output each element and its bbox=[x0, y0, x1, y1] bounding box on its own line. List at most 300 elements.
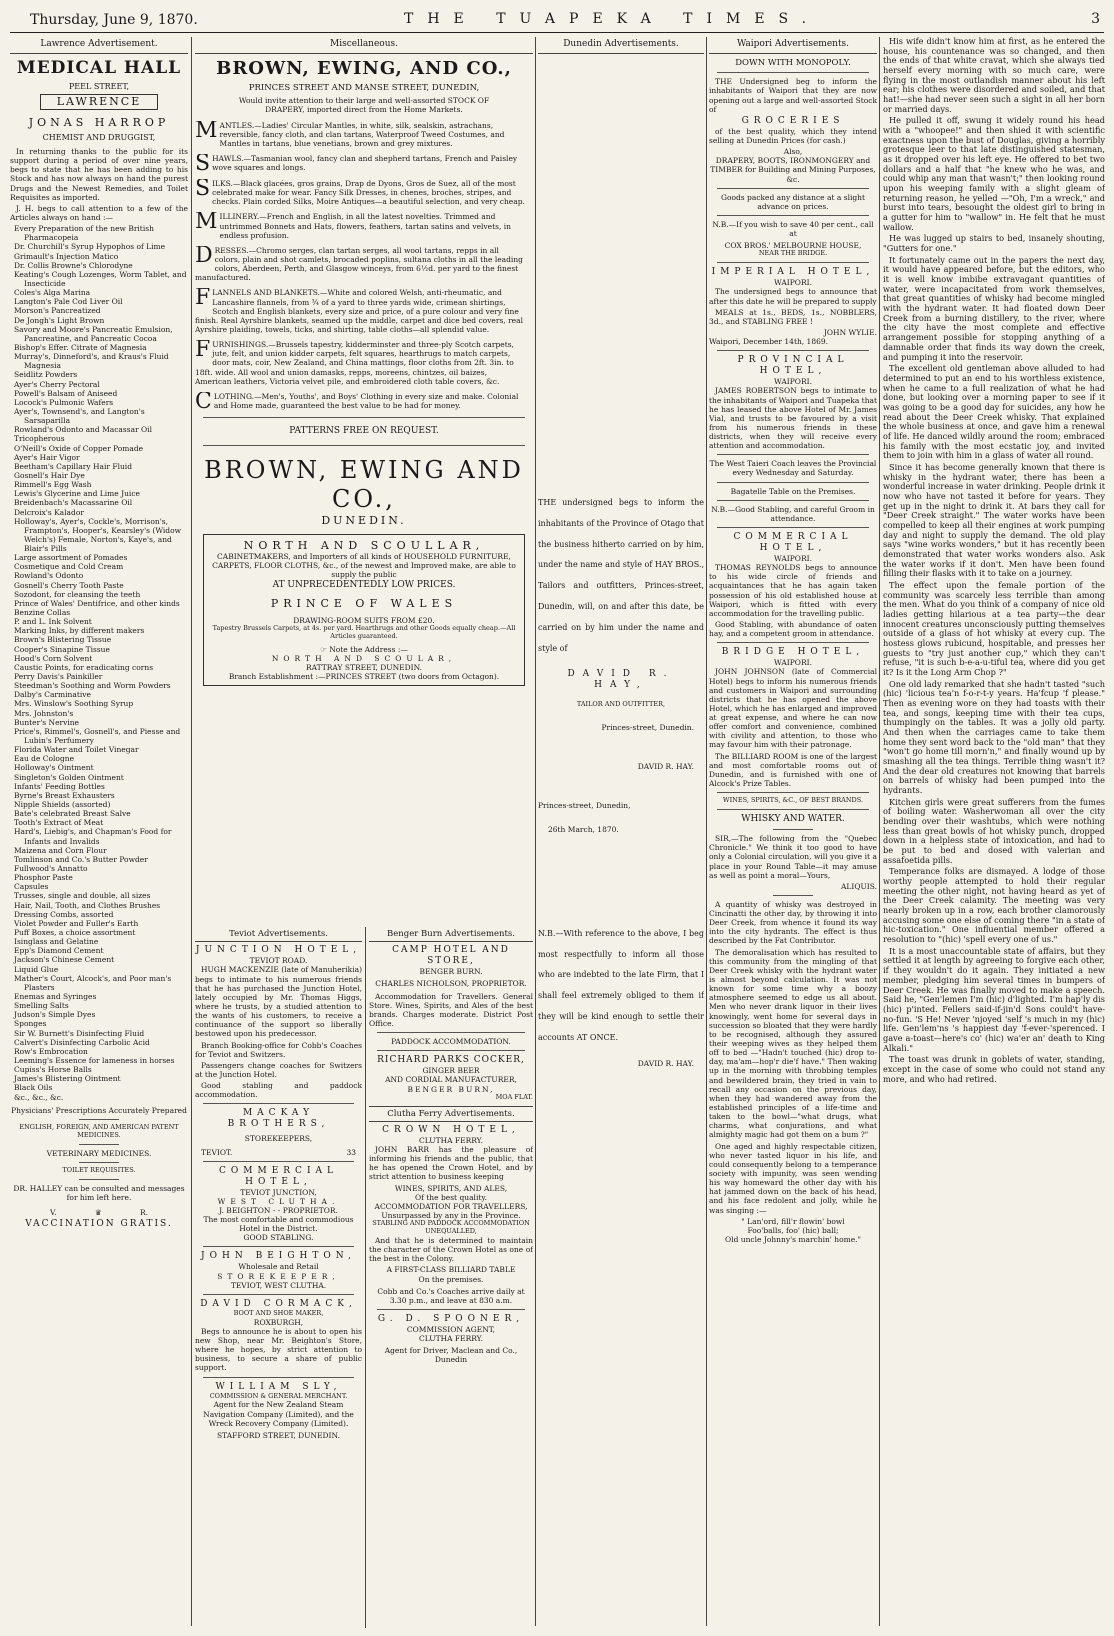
drapery-section-text: URNISHINGS.—Brussels tapestry, kidderminster and three-ply Scotch carpets, jute, felt, and union kidder carpets, felt squares, hearthrugs to match carpets, door mats, coir, New Zealand, and China mattings, floor cloths from 2ft. 3in. to 18ft. wide. All wool and union damasks, repps, moreens, chintzes, oil baizes, American leathers, Victoria velvet pile, and embroidered cloth table covers, &c. bbox=[195, 340, 514, 386]
divider bbox=[773, 829, 813, 830]
drapery-section-text: LOTHING.—Men's, Youths', and Boys' Clothing in every size and make. Colonial and Home made, guaranteed the best value to be had for money. bbox=[213, 391, 519, 410]
medicine-list bbox=[10, 224, 188, 1102]
divider bbox=[717, 642, 869, 643]
commercial-teviot-stab: GOOD STABLING. bbox=[243, 1233, 314, 1243]
medicine-list-item: Dalby's Carminative bbox=[14, 690, 91, 700]
medicine-list-item: Bishop's Effer. Citrate of Magnesia bbox=[14, 342, 147, 352]
drapery-section-text: ILLINERY.—French and English, in all the latest novelties. Trimmed and untrimmed Bonnets and Hats, flowers, feathers, tartan satins and velvets, in endless profusion. bbox=[219, 212, 511, 240]
commercial-waipori-stab: Good Stabling, with abundance of oaten hay, and a competent groom in attendance. bbox=[709, 619, 877, 639]
spooner-agent: Agent for Driver, Maclean and Co., Dunedin bbox=[384, 1346, 518, 1365]
cocker-sub2: AND CORDIAL MANUFACTURER, bbox=[385, 1075, 517, 1085]
medicine-list-item: Judson's Simple Dyes bbox=[14, 1010, 96, 1020]
drapery-sections bbox=[195, 121, 533, 411]
medicine-list-item: Sponges bbox=[14, 1019, 47, 1029]
divider bbox=[203, 1246, 354, 1247]
divider bbox=[717, 482, 869, 483]
medicine-list-item: Locock's Pulmonic Wafers bbox=[14, 397, 114, 407]
medicine-list-item: Hood's Corn Solvent bbox=[14, 653, 93, 663]
cocker-flat: MOA FLAT. bbox=[495, 1092, 533, 1101]
medicine-list-item: Holloway's, Ayer's, Cockle's, Morrison's, Frampton's, Hooper's, Kearsley's (Widow Welch's) Female, Norton's, Kaye's, and Blair's Pills bbox=[14, 516, 182, 554]
medicine-list-item: Rowland's Odonto and Macassar Oil bbox=[14, 425, 152, 435]
crown-hotel-title: CROWN HOTEL, bbox=[382, 1124, 520, 1135]
medicine-list-item: Rowland's Odonto bbox=[14, 571, 84, 581]
medicine-list-item: De Jongh's Light Brown bbox=[14, 315, 105, 325]
brown-ewing-address: PRINCES STREET AND MANSE STREET, DUNEDIN, bbox=[248, 82, 480, 93]
crest-icon: ♛ bbox=[94, 1207, 102, 1217]
vaccination-line: VACCINATION GRATIS. bbox=[25, 1219, 173, 1230]
medicine-list-item: Violet Powder and Fuller's Earth bbox=[14, 918, 139, 928]
divider bbox=[79, 1144, 119, 1145]
divider bbox=[717, 262, 869, 263]
cormack-text: Begs to announce he is about to open his new Shop, near Mr. Beighton's Store, where he hopes, by strict attention to business, to secure a share of public support. bbox=[195, 1326, 362, 1373]
blank-space bbox=[538, 834, 704, 924]
medicine-list-item: P. and L. Ink Solvent bbox=[14, 617, 92, 627]
whisky-letter: SIR,—The following from the "Quebec Chronicle." We think it too good to have only a Colonial circulation, will you give it a place in your Round Table—it may amuse as well as point a moral—Yours, bbox=[709, 834, 877, 880]
imperial-title: IMPERIAL HOTEL, bbox=[711, 267, 875, 278]
whisky-verse-1: " Lan'ord, fill'r flowin' bowl bbox=[741, 1216, 845, 1226]
vr-right: R. bbox=[139, 1207, 148, 1217]
medicine-list-item: Price's, Rimmel's, Gosnell's, and Piesse and Lubin's Perfumery bbox=[14, 726, 181, 746]
provincial-coach: The West Taieri Coach leaves the Provincial every Wednesday and Saturday. bbox=[709, 459, 877, 478]
column-divider bbox=[191, 37, 192, 1626]
commercial-teviot-text: The most comfortable and commodious Hotel in the District. bbox=[203, 1215, 354, 1234]
ns-branch: Branch Establishment :—PRINCES STREET (two doors from Octagon). bbox=[228, 672, 500, 682]
section-header: Benger Burn Advertisements. bbox=[369, 927, 533, 942]
brown-ewing-intro: Would invite attention to their large and well-assorted STOCK OF DRAPERY, imported direct from the Home Markets. bbox=[238, 96, 490, 115]
mackay-place-row bbox=[195, 1148, 362, 1157]
medicine-list-item: Mather's Court, Alcock's, and Poor man's Plasters bbox=[14, 973, 172, 992]
commercial-teviot-prop: J. BEIGHTON - - PROPRIETOR. bbox=[219, 1205, 338, 1215]
sly-text: Agent for the New Zealand Steam Navigation Company (Limited), and the Wreck Recovery Company (Limited). bbox=[203, 1400, 354, 1428]
junction-passengers: Passengers change coaches for Switzers at the Junction Hotel. bbox=[195, 1060, 362, 1080]
spooner-place: CLUTHA FERRY. bbox=[418, 1334, 484, 1344]
column-waipori bbox=[709, 37, 877, 1628]
bridge-hotel-title: BRIDGE HOTEL, bbox=[721, 647, 865, 658]
medicine-list-item: Marking Inks, by different makers bbox=[14, 626, 145, 636]
provincial-text: JAMES ROBERTSON begs to intimate to the inhabitants of Waipori and Tuapeka that he has leased the above Hotel of Mr. James Vial, and trusts to be favoured by a visit from his numerous friends in these districts, when they will receive every attention and accommodation. bbox=[709, 386, 877, 451]
sly-title: WILLIAM SLY, bbox=[215, 1381, 342, 1392]
drapery-section-text: LANNELS AND BLANKETS.—White and colored Welsh, anti-rheumatic, and Lancashire flannels, from ¾ of a yard to three yards wide, crimean shirtings, Scotch and English blankets, every size and price, of a pure colour and very fine finish. Real Ayrshire blankets, seamed up the middle, carpet and dice bed covers, real Ayrshire plaiding, towels, ticks, and shirting, table cloths—all splendid value. bbox=[195, 288, 523, 334]
spooner-title: G. D. SPOONER, bbox=[377, 1314, 525, 1325]
hay-street: Princes-street, Dunedin. bbox=[601, 723, 694, 733]
drop-capital: F bbox=[195, 288, 211, 311]
crown-wines: WINES, SPIRITS, AND ALES, bbox=[394, 1183, 508, 1193]
divider bbox=[377, 1309, 525, 1310]
story-paragraph: He was lugged up stairs to bed, insanely shouting, "Gutters for one." bbox=[883, 233, 1105, 254]
medicine-list-item: Ayer's Hair Vigor bbox=[14, 452, 80, 462]
veterinary: VETERINARY MEDICINES. bbox=[46, 1148, 152, 1158]
medicine-list-item: Steedman's Soothing and Worm Powders bbox=[14, 681, 171, 691]
divider bbox=[717, 500, 869, 501]
junction-hotel-sub: TEVIOT ROAD. bbox=[249, 956, 308, 966]
medicine-list-item: Bate's celebrated Breast Salve bbox=[14, 809, 131, 819]
medicine-list-item: Tomlinson and Co.'s Butter Powder bbox=[14, 854, 148, 864]
medicine-list-item: Nipple Shields (assorted) bbox=[14, 800, 111, 809]
junction-booking: Branch Booking-office for Cobb's Coaches for Teviot and Switzers. bbox=[195, 1040, 362, 1059]
patent-medicines: ENGLISH, FOREIGN, AND AMERICAN PATENT MEDICINES. bbox=[19, 1122, 179, 1139]
medicine-list-item: Gosnell's Hair Dye bbox=[14, 470, 85, 480]
whisky-signed: ALIQUIS. bbox=[840, 881, 877, 891]
crown-stab: STABLING AND PADDOCK ACCOMMODATION UNEQUALLED, bbox=[372, 1219, 530, 1236]
whisky-para-2: The demoralisation which has resulted to this community from the mingling of that Deer Creek whisky with the hydrant water is almost beyond calculation. It was not known for some time why a boozy atmosphere seemed to edge us all about. Men who never drank liquor in their lives knowingly, went home for several days in succession so bloated that they were hardly to be recognised, although they assured their weeping wives as they helped them off to bed —"Hadn't touched (hic) drop to-day, ma'am—hop'r die'f have." Then waking up in the morning with throbbing temples and bewildered brain, they tried in vain to recall any occasion on the previous day, when they had wandered away from the established principles of a life-time and taken to the bowl—"what drugs, what charms, what conjurations, and what almighty magic had got them on a bum ?" bbox=[709, 947, 877, 1140]
section-header: Miscellaneous. bbox=[195, 37, 533, 54]
ns-note bbox=[208, 645, 520, 654]
hay-notice: THE undersigned begs to inform the inhabitants of the Province of Otago that the business hitherto carried on by him, under the name and style of HAY BROS., Tailors and outfitters, Princes-street, Dunedin, will, on and after this date, be carried on by him under the name and style of bbox=[538, 497, 704, 653]
cormack-title: DAVID CORMACK, bbox=[200, 1298, 357, 1309]
crown-premises: On the premises. bbox=[418, 1274, 484, 1284]
medicine-list-item: Tricopherous bbox=[14, 434, 65, 444]
cocker-title: RICHARD PARKS COCKER, bbox=[377, 1055, 525, 1066]
column-miscellaneous bbox=[195, 37, 533, 1628]
hay-date: 26th March, 1870. bbox=[548, 824, 619, 834]
divider bbox=[203, 445, 525, 446]
medicine-list-item: Grimault's Injection Matico bbox=[14, 251, 119, 261]
commercial-waipori-place: WAIPORI. bbox=[774, 553, 812, 563]
medicine-list-item: Jackson's Chinese Cement bbox=[14, 955, 115, 965]
divider bbox=[717, 350, 869, 351]
cormack-place: ROXBURGH, bbox=[253, 1317, 304, 1327]
junction-hotel-text: HUGH MACKENZIE (late of Manuherikia) begs to intimate to his numerous friends that he has purchased the Junction Hotel, lately occupied by Mr. Thomas Higgs, where he trusts, by a studied attention to the wants of his customers, to receive a continuance of the support so liberally bestowed upon his predecessor. bbox=[195, 965, 362, 1039]
whisky-para-1: A quantity of whisky was destroyed in Cincinatti the other day, by throwing it into Deer Creek, from whence it found its way into the city hydrants. The effect is thus described by the Fat Contributor. bbox=[709, 899, 877, 946]
crown-unsurpassed: Unsurpassed by any in the Province. bbox=[381, 1211, 521, 1221]
junction-stabling: Good stabling and paddock accommodation. bbox=[195, 1081, 362, 1100]
medicine-list-item: Every Preparation of the new British Pharmacopeia bbox=[14, 224, 154, 243]
cormack-sub: BOOT AND SHOE MAKER, bbox=[233, 1308, 324, 1317]
medicine-list-item: Savory and Moore's Pancreatic Emulsion, Pancreatine, and Pancreatic Cocoa bbox=[14, 324, 173, 343]
divider bbox=[79, 1119, 119, 1120]
ns-tapestry: Tapestry Brussels Carpets, at 4s. per yard. Hearthrugs and other Goods equally cheap.—All Articles guaranteed. bbox=[212, 624, 516, 640]
medicine-list-item: Liquid Glue bbox=[14, 964, 59, 974]
story-paragraph: His wife didn't know him at first, as he entered the house, his countenance was so changed, and then the ends of that white cravat, which she always tied herself every morning with so much care, were flying in the most outlandish manner about his left ear; his clothes were disordered and soiled, and that hat!—she had never seen such a sight in all her born or married days. bbox=[883, 37, 1105, 114]
imperial-meals: MEALS at 1s., BEDS, 1s., NOBBLERS, 3d., and STABLING FREE ! bbox=[709, 307, 877, 326]
column-divider bbox=[365, 927, 366, 1628]
medicine-list-item: Tooth's Extract of Meat bbox=[14, 818, 104, 828]
toilet-requisites: TOILET REQUISITES. bbox=[62, 1165, 136, 1174]
medicine-list-item: Maizena and Corn Flour bbox=[14, 845, 107, 855]
medicine-list-item: Ayer's Cherry Pectoral bbox=[14, 379, 100, 389]
bridge-hotel-text: JOHN JOHNSON (late of Commercial Hotel) begs to inform his numerous friends and customers in Waipori and surrounding districts that he has opened the above Hotel, which he has enlarged and improved at great expense, and where he can now offer comfort and convenience, combined with civility and attention, to those who may favour him with their patronage. bbox=[709, 667, 877, 750]
medicine-list-item: Puff Boxes, a choice assortment bbox=[14, 927, 136, 937]
whisky-title: WHISKY AND WATER. bbox=[741, 814, 845, 825]
camp-paddock: PADDOCK ACCOMMODATION. bbox=[391, 1037, 511, 1047]
divider bbox=[377, 1050, 525, 1051]
ns-title: NORTH AND SCOULLAR, bbox=[243, 538, 485, 552]
cox-drapery: DRAPERY, BOOTS, IRONMONGERY and TIMBER for Building and Mining Purposes, &c. bbox=[710, 156, 876, 184]
medicine-list-item: Dressing Combs, assorted bbox=[14, 909, 114, 919]
bridge-hotel-wines: WINES, SPIRITS, &C., OF BEST BRANDS. bbox=[722, 796, 864, 805]
divider bbox=[717, 809, 869, 810]
medicine-list-item: Rimmell's Egg Wash bbox=[14, 480, 92, 490]
drop-capital: S bbox=[195, 153, 211, 173]
proprietor-name: JONAS HARROP bbox=[28, 115, 170, 129]
medicine-list-item: Large assortment of Pomades bbox=[14, 553, 128, 563]
medicine-list-item: Benzine Collas bbox=[14, 608, 71, 618]
medicine-list-item: Mrs. Winslow's Soothing Syrup bbox=[14, 699, 134, 709]
cox-goods: Goods packed any distance at a slight advance on prices. bbox=[720, 192, 866, 211]
medicine-list-item: Sir W. Burnett's Disinfecting Fluid bbox=[14, 1028, 145, 1038]
medicine-list-item: Enemas and Syringes bbox=[14, 991, 97, 1001]
divider bbox=[717, 188, 869, 189]
cox-also: Also, bbox=[783, 147, 803, 157]
divider bbox=[203, 1161, 354, 1162]
drapery-section bbox=[195, 179, 525, 206]
pointing-hand-icon: ☞ bbox=[320, 644, 330, 654]
medicine-list-item: Isinglass and Gelatine bbox=[14, 937, 99, 947]
divider bbox=[203, 417, 525, 418]
brown-ewing-town: DUNEDIN. bbox=[321, 514, 407, 528]
hay-sig-2: DAVID R. HAY. bbox=[637, 1058, 694, 1068]
beighton-sub: Wholesale and Retail bbox=[238, 1262, 319, 1272]
medicine-list-item: Holloway's Ointment bbox=[14, 763, 94, 773]
hay-place: Princes-street, Dunedin, bbox=[538, 801, 631, 811]
column-divider bbox=[706, 37, 707, 1626]
beighton-place: TEVIOT, WEST CLUTHA. bbox=[230, 1280, 327, 1290]
medical-hall-intro: In returning thanks to the public for its support during a period of over nine years, begs to state that he has been adding to his Stock and has now always on hand the purest Drugs and the Newest Remedies, and Toilet Requisites as imported. bbox=[10, 147, 188, 202]
medicine-list-item: Row's Embrocation bbox=[14, 1046, 88, 1056]
column-divider bbox=[535, 37, 536, 1626]
divider bbox=[203, 1294, 354, 1295]
ns-desc: CABINETMAKERS, and Importers of all kinds of HOUSEHOLD FURNITURE, CARPETS, FLOOR CLOTHS, &c., of the newest and Improved make, are able to supply the public bbox=[212, 552, 516, 580]
column-dunedin bbox=[538, 37, 704, 1628]
medicine-list-item: Breidenbach's Macassarine Oil bbox=[14, 498, 133, 508]
issue-date: Thursday, June 9, 1870. bbox=[30, 12, 198, 28]
divider bbox=[717, 215, 869, 216]
provincial-bagatelle: Bagatelle Table on the Premises. bbox=[730, 486, 856, 496]
drapery-section bbox=[195, 288, 525, 334]
camp-hotel-sub: BENGER BURN. bbox=[419, 967, 483, 977]
medicine-list-item: Mrs. Johnston's bbox=[14, 708, 74, 718]
drapery-section bbox=[195, 246, 525, 283]
commercial-waipori-text: THOMAS REYNOLDS begs to announce to his wide circle of friends and acquaintances that he has again taken possession of his old established house at Waipori, which is fitted with every accommodation for the travelling public. bbox=[709, 563, 877, 618]
commercial-teviot-sub: TEVIOT JUNCTION, bbox=[240, 1187, 317, 1197]
cocker-place: BENGER BURN, bbox=[407, 1084, 495, 1094]
page-number: 3 bbox=[1091, 11, 1100, 27]
medicine-list-item: Florida Water and Toilet Vinegar bbox=[14, 745, 139, 755]
commercial-teviot-title: COMMERCIAL HOTEL, bbox=[219, 1165, 338, 1187]
drop-capital: M bbox=[195, 212, 218, 235]
ns-rattray: RATTRAY STREET, DUNEDIN. bbox=[305, 663, 423, 673]
camp-hotel-prop: CHARLES NICHOLSON, PROPRIETOR. bbox=[375, 979, 527, 989]
story-paragraph: Kitchen girls were great sufferers from the fumes of boiling water. Washerwoman all over the city bending over their washtubs, which were nothing less than great bowls of hot whisky punch, dropped down in a helpless state of intoxication, and had to be put to bed and dosed with valerian and assafoetida pills. bbox=[883, 796, 1105, 865]
drapery-section bbox=[195, 121, 525, 148]
divider bbox=[717, 792, 869, 793]
cox-nb: N.B.—If you wish to save 40 per cent., call at bbox=[712, 219, 874, 239]
drapery-section bbox=[195, 154, 525, 173]
drapery-section-text: RESSES.—Chromo serges, clan tartan serges, all wool tartans, repps in all colors, plain and shot camlets, brocaded poplins, sultana cloths in all the leading colors, Aberdeen, Perth, and Glasgow winceys, from 6½d. per yard to the finest manufactured. bbox=[195, 245, 523, 283]
hay-name: DAVID R. HAY, bbox=[567, 669, 675, 691]
medicine-list-item: Ayer's, Townsend's, and Langton's Sarsaparilla bbox=[14, 406, 145, 426]
drapery-section-text: ILKS.—Black glacées, gros grains, Drap de Dyons, Gros de Suez, all of the most celebrated make for wear. Fancy Silk Dresses, in chenes, broches, stripes, and checks. Plain corded Silks, Moire Antiques—a beautiful selection, and very cheap. bbox=[212, 178, 525, 207]
drapery-section bbox=[195, 340, 525, 386]
provincial-nb: N.B.—Good Stabling, and careful Groom in attendance. bbox=[711, 504, 875, 523]
ns-suits: DRAWING-ROOM SUITS FROM £20. bbox=[293, 615, 435, 625]
medicine-list-item: Dr. Collis Browne's Chlorodyne bbox=[14, 260, 133, 270]
mackay-place: TEVIOT. bbox=[201, 1147, 233, 1157]
story-paragraph: The excellent old gentleman above alluded to had determined to put an end to his worthless existence, when he came to a full realization of what he had done, but looking over a morning paper to see if it was going to be a good day for suicides, any how he read about the Deer Creek whisky. That explained the whole business at once, and gave him a renewal of life. He danced wildly around the room; embraced his family with the most ecstatic joy, and invited them to join with him in a glass of water all round. bbox=[883, 363, 1105, 461]
drop-capital: S bbox=[195, 178, 211, 201]
imperial-sig: JOHN WYLIE. bbox=[823, 328, 877, 337]
ns-title-2: NORTH AND SCOULAR, bbox=[271, 654, 457, 664]
cox-bridge: NEAR THE BRIDGE. bbox=[758, 249, 828, 258]
drop-capital: D bbox=[195, 245, 213, 268]
medicine-list-item: Hard's, Liebig's, and Chapman's Food for Infants and Invalids bbox=[14, 827, 172, 846]
section-header: Lawrence Advertisement. bbox=[10, 37, 188, 54]
story-paragraph: One old lady remarked that she hadn't tasted "such (hic) 'licious tea'n f-o-r-t-y years. Ha'fcup 'f please." Then as evening wore on they had toasts with their tea, and songs, keeping time with their tea cups, thumpingly on the tables. It was a jolly old party. And then when the carriages came to take them home they sent word back to the "old man" that they "won't go home till morn'n," and finally wound up by smashing all the tea things. Terrible thing wasn't it? And the dear old creatures not knowing that barrels on barrels of whisky had been pumped into the hydrants. bbox=[883, 678, 1105, 796]
medicine-list-item: Gosnell's Cherry Tooth Paste bbox=[14, 580, 124, 590]
beighton-store: STOREKEEPER, bbox=[217, 1271, 340, 1281]
medicine-list-item: Byrne's Breast Exhausters bbox=[14, 790, 115, 800]
section-header: Teviot Advertisements. bbox=[195, 927, 362, 942]
story-paragraph: Temperance folks are dismayed. A lodge of those worthy people attempted to hold their regular meeting the other night, not having heard as yet of the Deer Creek calamity. The meeting was very nearly broken up in a row, each brother clamorously accusing some one else of coming there "in a state of hic-toxication." One influential member offered a resolution to "(hic) 'spell every one of us." bbox=[883, 866, 1105, 945]
crown-determined: And that he is determined to maintain the character of the Crown Hotel as one of the best in the Colony. bbox=[369, 1236, 533, 1264]
whisky-para-3: One aged and highly respectable citizen, who never tasted liquor in his life, and could consequently belong to a temperance society with impunity, was seen wending his way homeward the other day with his hat jammed down on the back of his head, and his face redolent and jolly, while he was singing :— bbox=[709, 1141, 877, 1215]
story-paragraph: The toast was drunk in goblets of water, standing, except in the case of some who could not stand any more, and who had retired. bbox=[883, 1054, 1105, 1084]
hay-nb: N.B.—With reference to the above, I beg most respectfully to inform all those who are indebted to the late Firm, that I shall feel extremely obliged to them if they will be kind enough to settle their accounts AT ONCE. bbox=[538, 928, 704, 1042]
divider bbox=[717, 454, 869, 455]
junction-hotel-title: JUNCTION HOTEL, bbox=[195, 945, 362, 956]
medicine-list-item: Fullwood's Annatto bbox=[14, 863, 88, 873]
medicine-list-item: Delcroix's Kalador bbox=[14, 507, 84, 517]
drapery-section bbox=[195, 392, 525, 411]
patterns-free: PATTERNS FREE ON REQUEST. bbox=[289, 425, 439, 436]
medical-hall-attention: J. H. begs to call attention to a few of the Articles always on hand :— bbox=[10, 203, 188, 222]
bridge-hotel-place: WAIPORI. bbox=[774, 658, 812, 668]
medicine-list-item: Perry Davis's Painkiller bbox=[14, 672, 103, 682]
medicine-list-item: Leeming's Essence for lameness in horses bbox=[14, 1055, 175, 1065]
divider bbox=[377, 1032, 525, 1033]
mackay-sub: STOREKEEPERS, bbox=[244, 1134, 313, 1144]
medicine-list-item: Beetham's Capillary Hair Fluid bbox=[14, 461, 133, 471]
camp-hotel-title: CAMP HOTEL AND STORE, bbox=[392, 945, 510, 967]
medicine-list-item: Epp's Diamond Cement bbox=[14, 946, 104, 956]
drapery-section bbox=[195, 212, 525, 239]
story-continuation bbox=[883, 37, 1105, 1084]
medicine-list-item: Bunter's Nervine bbox=[14, 717, 79, 727]
medicine-list-item: &c., &c., &c. bbox=[14, 1092, 64, 1102]
proprietor-trade: CHEMIST AND DRUGGIST, bbox=[42, 133, 156, 143]
cox-text-2: of the best quality, which they intend selling at Dunedin Prices (for cash.) bbox=[709, 126, 877, 145]
imperial-date: Waipori, December 14th, 1869. bbox=[709, 337, 829, 347]
masthead bbox=[0, 0, 1114, 30]
crown-hotel-text: JOHN BARR has the pleasure of informing his friends and the public, that he has opened the Crown Hotel, and by strict attention to business keeping bbox=[369, 1145, 533, 1182]
medicine-list-item: Cupiss's Horse Balls bbox=[14, 1065, 92, 1075]
imperial-place: WAIPORI. bbox=[774, 278, 812, 288]
story-paragraph: It is a most unaccountable state of affairs, but they settled it at length by agreeing to forgive each other, if they wouldn't do it again. They initiated a new member, pledging him several times in bumpers of Deer Creek. He was finally moved to make a speech. Said he, "Gen'lemen I'm (hic) d'lighted. I'm hap'ly dis (hic) p'inted. Fellers said-if-jin'd Sons could't have-no-fun. 'S He! Never 'njoyed 'self 's much in my (hic) life. Gen'lem'ns 's happiest day 'f-ever-'sperenced. I gave a-toast—here's co' (hic) wa'er an' death to King Alkali." bbox=[883, 945, 1105, 1053]
imperial-text: The undersigned begs to announce that after this date he will be prepared to supply bbox=[709, 287, 877, 306]
beighton-title: JOHN BEIGHTON, bbox=[201, 1251, 356, 1262]
story-paragraph: The effect upon the female portion of the community was scarcely less terrible than among the men. What do you think of a company of nice old ladies getting hilarious at a tea party—the dear innocent creatures unconsciously putting themselves outside of a glass of hot whisky at every cup. The hostess glows rubicund, hospitable, and presses her guests to "try just another cup," which they can't refuse, "it is such b-e-a-u-tiful tea, where did you get it? Is it the Long Arm Chop ?" bbox=[883, 579, 1105, 677]
section-header: Waipori Advertisements. bbox=[709, 37, 877, 54]
ad-title-medical-hall: MEDICAL HALL bbox=[16, 57, 182, 78]
prescriptions-line: Physicians' Prescriptions Accurately Prepared bbox=[11, 1105, 187, 1115]
medicine-list-item: Trusses, single and double, all sizes bbox=[14, 891, 151, 901]
drop-capital: M bbox=[195, 120, 218, 143]
teviot-section bbox=[195, 927, 362, 1628]
brown-ewing-title: BROWN, EWING, AND CO., bbox=[216, 57, 512, 79]
camp-hotel-text: Accommodation for Travellers. General Store. Wines, Spirits, and Ales of the best brands. Charges moderate. District Post Office. bbox=[369, 991, 533, 1028]
cox-text: THE Undersigned beg to inform the inhabitants of Waipori that they are now opening out a large and well-assorted Stock of bbox=[709, 77, 877, 114]
medicine-list-item: Hair, Nail, Tooth, and Clothes Brushes bbox=[14, 900, 161, 910]
medicine-list-item: Langton's Pale Cod Liver Oil bbox=[14, 297, 123, 307]
medicine-list-item: Morson's Pancreatized bbox=[14, 306, 101, 316]
provincial-title: PROVINCIAL HOTEL, bbox=[737, 355, 849, 377]
story-paragraph: Since it has become generally known that there is whisky in the hydrant water, there has been a wonderful increase in water drinking. People drink it now who have not tasted it before for years. They get up in the night to drink it. At bars they call for "Deer Creek straight." The water works have been compelled to keep all their engines at work pumping day and night to supply the demand. The old play says "wine works wonders," but it has recently been demonstrated that water works wonders also. Ask the water works if it don't. Men have been found filling their flasks with it to take on a journey. bbox=[883, 461, 1105, 579]
medicine-list-item: Powell's Balsam of Aniseed bbox=[14, 388, 118, 398]
medicine-list-item: Lewis's Glycerine and Lime Juice bbox=[14, 489, 140, 499]
medicine-list-item: Capsules bbox=[14, 882, 49, 892]
mackay-num: 33 bbox=[346, 1147, 356, 1157]
section-header: Clutha Ferry Advertisements. bbox=[369, 1106, 533, 1122]
benger-clutha-section bbox=[369, 927, 533, 1628]
medicine-list-item: Cosmetique and Cold Cream bbox=[14, 562, 124, 572]
column-divider bbox=[879, 37, 880, 1626]
crown-quality: Of the best quality. bbox=[414, 1192, 487, 1202]
medicine-list-item: Brown's Blistering Tissue bbox=[14, 635, 112, 645]
medicine-list-item: Murray's, Dinneford's, and Kraus's Fluid Magnesia bbox=[14, 352, 169, 371]
crown-coaches: Cobb and Co.'s Coaches arrive daily at 3.30 p.m., and leave at 830 a.m. bbox=[377, 1286, 525, 1305]
cocker-sub: GINGER BEER bbox=[422, 1066, 480, 1076]
column-story-continued bbox=[883, 37, 1105, 1628]
medicine-list-item: Caustic Points, for eradicating corns bbox=[14, 662, 154, 672]
section-header: Dunedin Advertisements. bbox=[538, 37, 704, 54]
ns-prices: AT UNPRECEDENTEDLY LOW PRICES. bbox=[272, 579, 456, 590]
crown-hotel-sub: CLUTHA FERRY. bbox=[418, 1135, 484, 1145]
divider bbox=[717, 527, 869, 528]
drapery-section-text: ANTLES.—Ladies' Circular Mantles, in white, silk, sealskin, astrachans, reversible, fancy cloth, and clan tartans, Waterproof Tweed Costumes, and Mantles in tartans, blue venetians, brown and grey mixtures. bbox=[219, 120, 505, 148]
divider bbox=[79, 1162, 119, 1163]
sly-sub: COMMISSION & GENERAL MERCHANT. bbox=[209, 1391, 348, 1400]
medicine-list-item: Calvert's Disinfecting Carbolic Acid bbox=[14, 1037, 150, 1047]
medicine-list-item: Coles's Alga Marina bbox=[14, 288, 91, 298]
blank-space bbox=[538, 58, 704, 493]
medicine-list-item: O'Neill's Oxide of Copper Pomade bbox=[14, 443, 144, 453]
divider bbox=[203, 1377, 354, 1378]
brown-ewing-title-2: BROWN, EWING AND CO., bbox=[204, 455, 524, 514]
column-lawrence bbox=[10, 37, 188, 1628]
cox-house: COX BROS.' MELBOURNE HOUSE, bbox=[724, 241, 862, 251]
vr-left: V. bbox=[50, 1207, 57, 1217]
medicine-list-item: Cooper's Sinapine Tissue bbox=[14, 644, 110, 654]
medicine-list-item: James's Blistering Ointment bbox=[14, 1074, 121, 1084]
commercial-teviot-place: WEST CLUTHA. bbox=[217, 1196, 340, 1206]
sly-addr: STAFFORD STREET, DUNEDIN. bbox=[217, 1430, 340, 1440]
medicine-list-item: Singleton's Golden Ointment bbox=[14, 772, 124, 782]
medicine-list-item: Sozodont, for cleansing the teeth bbox=[14, 589, 141, 599]
ns-pow: PRINCE OF WALES bbox=[270, 596, 458, 610]
medicine-list-item: Dr. Churchill's Syrup Hypophos of Lime bbox=[14, 242, 166, 252]
hay-trade: TAILOR AND OUTFITTER, bbox=[576, 700, 666, 709]
divider bbox=[717, 72, 869, 73]
medicine-list-item: Keating's Cough Lozenges, Worm Tablet, and Insecticide bbox=[14, 269, 187, 288]
hay-sig: DAVID R. HAY. bbox=[637, 762, 694, 772]
mackay-title: MACKAY BROTHERS, bbox=[227, 1108, 330, 1130]
bridge-hotel-billiard: The BILLIARD ROOM is one of the largest and most comfortable rooms out of Dunedin, and is furnished with one of Alcock's Prize Tables. bbox=[709, 751, 877, 789]
medicine-list-item: Seidlitz Powders bbox=[14, 370, 78, 380]
drapery-section-text: HAWLS.—Tasmanian wool, fancy clan and shepherd tartans, French and Paisley wove squares and longs. bbox=[212, 153, 518, 173]
divider bbox=[79, 1179, 119, 1180]
divider bbox=[773, 895, 813, 896]
commercial-waipori-title: COMMERCIAL HOTEL, bbox=[733, 532, 853, 554]
royal-arms-line bbox=[10, 1202, 188, 1219]
crown-accom: ACCOMMODATION FOR TRAVELLERS, bbox=[374, 1201, 528, 1211]
newspaper-title: THE TUAPEKA TIMES. bbox=[404, 11, 821, 27]
ns-note-text: Note the Address :— bbox=[329, 644, 408, 654]
medicine-list-item: Infants' Feeding Bottles bbox=[14, 781, 105, 791]
medicine-list-item: Smelling Salts bbox=[14, 1001, 69, 1011]
ad-street: PEEL STREET, bbox=[68, 81, 130, 91]
whisky-verse-2: Foo'balls, foo' (hic) ball; bbox=[747, 1225, 839, 1235]
north-scoullar-ad bbox=[203, 534, 525, 687]
